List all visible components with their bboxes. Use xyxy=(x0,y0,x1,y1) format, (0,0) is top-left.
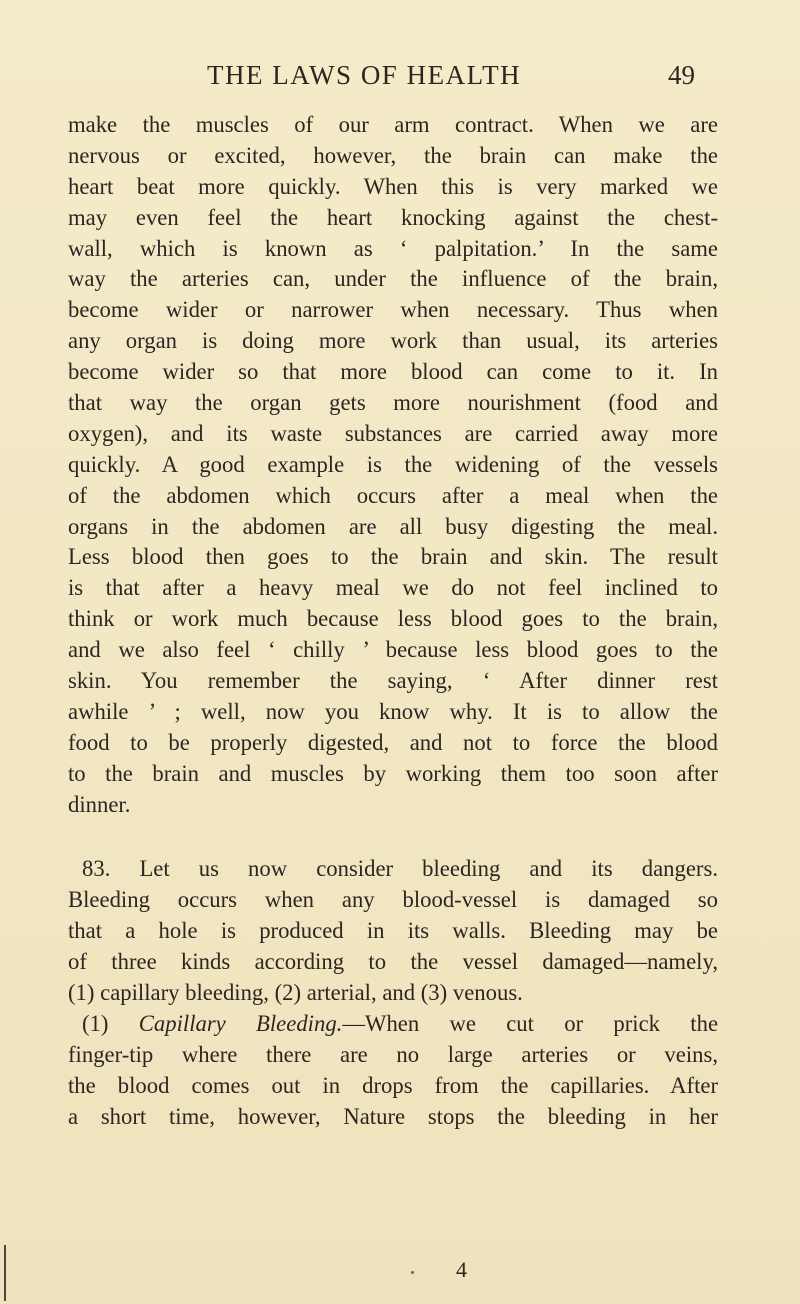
text-line xyxy=(68,1009,718,1040)
print-speck xyxy=(411,1271,414,1274)
text-line: food to be properly digested, and not to force the blood xyxy=(68,729,718,755)
section-subheading: Capillary Bleeding. xyxy=(138,1010,343,1036)
text-run: —When we cut or prick the xyxy=(342,1010,719,1036)
page-body xyxy=(68,110,718,1133)
text-line: wall, which is known as ‘ palpitation.’ In the same xyxy=(68,235,718,261)
text-line: that way the organ gets more nourishment (food and xyxy=(68,390,718,416)
text-line: heart beat more quickly. When this is very marked we xyxy=(68,173,718,199)
text-line: any organ is doing more work than usual, its arteries xyxy=(68,328,718,354)
text-line: way the arteries can, under the influence of the brain, xyxy=(68,266,718,292)
text-line: think or work much because less blood goes to the brain, xyxy=(68,606,718,632)
text-line: nervous or excited, however, the brain can make the xyxy=(68,142,718,168)
text-line: become wider so that more blood can come to it. In xyxy=(68,359,718,385)
signature-mark: 4 xyxy=(456,1257,467,1282)
page-number: 49 xyxy=(668,60,695,90)
paragraph-gap xyxy=(68,820,718,854)
text-line: organs in the abdomen are all busy digesting the meal. xyxy=(68,513,718,539)
text-line: a short time, however, Nature stops the bleeding in her xyxy=(68,1103,718,1129)
text-line: skin. You remember the saying, ‘ After dinner rest xyxy=(68,668,718,694)
text-line: Bleeding occurs when any blood-vessel is damaged so xyxy=(68,887,718,913)
paragraph-bleeding-intro xyxy=(68,854,718,1008)
text-line: make the muscles of our arm contract. When we are xyxy=(68,112,718,137)
text-line: is that after a heavy meal we do not feel inclined to xyxy=(68,575,718,601)
text-line: and we also feel ‘ chilly ’ because less blood goes to the xyxy=(68,637,718,663)
text-line: 83. Let us now consider bleeding and its dangers. xyxy=(82,856,718,882)
text-line: oxygen), and its waste substances are carried away more xyxy=(68,420,718,446)
page-edge-line xyxy=(4,1245,6,1301)
paragraph-capillary-bleeding xyxy=(68,1009,718,1133)
text-line: become wider or narrower when necessary. Thus when xyxy=(68,297,718,323)
text-line: of three kinds according to the vessel damaged—namely, xyxy=(68,949,718,975)
text-line: awhile ’ ; well, now you know why. It is to allow the xyxy=(68,698,718,724)
page-header xyxy=(0,60,800,100)
text-line: the blood comes out in drops from the capillaries. After xyxy=(68,1072,718,1098)
text-line: Less blood then goes to the brain and skin. The result xyxy=(68,544,718,570)
text-line: to the brain and muscles by working them too soon after xyxy=(68,760,718,786)
running-head: THE LAWS OF HEALTH xyxy=(207,60,522,90)
text-line: quickly. A good example is the widening of the vessels xyxy=(68,451,718,477)
text-line: of the abdomen which occurs after a meal when the xyxy=(68,482,718,508)
text-line: finger-tip where there are no large arteries or veins, xyxy=(68,1041,718,1067)
section-number: (1) xyxy=(82,1010,109,1036)
text-line: that a hole is produced in its walls. Bleeding may be xyxy=(68,918,718,944)
text-line: (1) capillary bleeding, (2) arterial, and (3) venous. xyxy=(68,980,523,1006)
text-line: may even feel the heart knocking against the chest- xyxy=(68,204,718,230)
paragraph-heart-and-arteries xyxy=(68,110,718,820)
text-line: dinner. xyxy=(68,791,131,817)
